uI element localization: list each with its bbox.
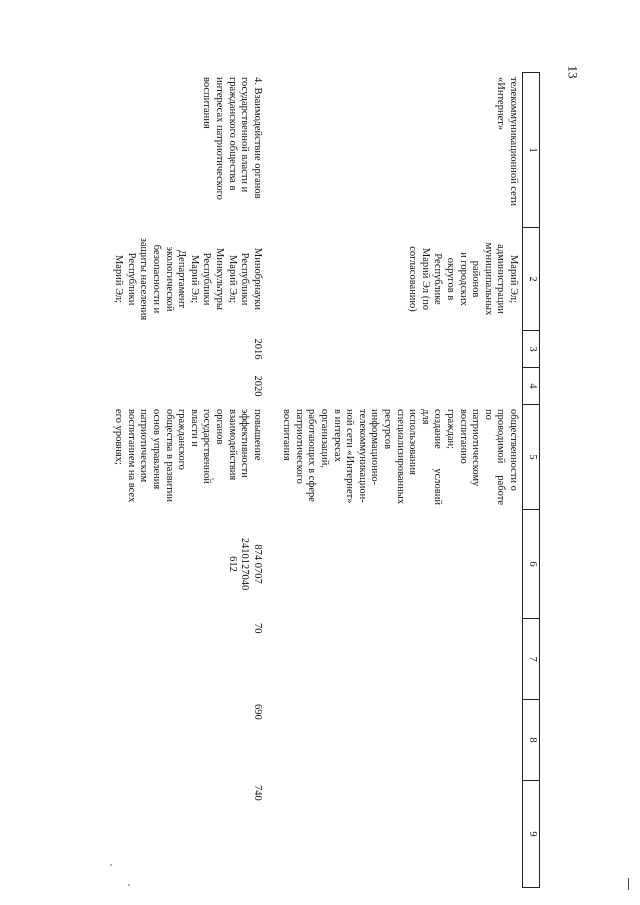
activity-name: телекоммуникационной сети «Интернет» — [495, 77, 519, 207]
column-number-9: 9 — [523, 781, 540, 888]
budget-code: 874 0707 2410127040 612 — [226, 537, 263, 591]
activity-name: 4. Взаимодействие органов государственной власти и гражданского общества в интересах патриотического воспитания — [201, 77, 263, 200]
expected-result: повышение эффективности взаимодействия органов государственной власти и гражданского общества в развитии основ управления патриотическим воспитанием на всех его уровнях; — [113, 409, 263, 503]
column-number-6: 6 — [523, 510, 540, 619]
responsible-executors: Минобрнауки Республики Марий Эл; Минкультуры Республики Марий Эл; Департамент экологической безопасности и защиты населения Республики Марий Эл; — [113, 237, 263, 321]
funding-value-8: 690 — [251, 704, 263, 720]
column-number-5: 5 — [523, 405, 540, 510]
funding-value-7 — [277, 619, 523, 700]
table-row — [109, 73, 277, 888]
scan-speck — [212, 478, 214, 480]
budget-code — [277, 510, 523, 619]
start-year: 2016 — [251, 338, 263, 360]
expected-result: общественности о проводимой работе по патриотическому воспитанию граждан; создание условий для использования специализированных ресурсов информационно- телекоммуникацион- ной сети «Интернет» в интересах организаций, работающих в сфере патриотического воспитания — [281, 409, 519, 505]
table-row — [277, 73, 523, 888]
scan-edge-mark — [628, 878, 629, 890]
end-year: 2020 — [251, 375, 263, 397]
end-year — [277, 368, 523, 405]
start-year — [277, 331, 523, 368]
column-number-1: 1 — [523, 73, 540, 228]
scan-speck — [128, 884, 130, 886]
scan-speck — [110, 864, 112, 866]
funding-value-9: 740 — [251, 785, 263, 801]
program-table — [109, 72, 540, 888]
column-number-8: 8 — [523, 700, 540, 781]
program-table-sheet — [113, 72, 540, 842]
column-number-3: 3 — [523, 331, 540, 368]
table-header-row — [523, 73, 540, 888]
funding-value-8 — [277, 700, 523, 781]
funding-value-9 — [277, 781, 523, 888]
page-number: 13 — [565, 65, 581, 79]
funding-value-7: 70 — [251, 623, 263, 634]
column-number-4: 4 — [523, 368, 540, 405]
column-number-2: 2 — [523, 228, 540, 331]
responsible-executors: Марий Эл; администрации муниципальных районов и городских округов в Республике Марий Эл (по согласованию) — [407, 242, 519, 316]
column-number-7: 7 — [523, 619, 540, 700]
